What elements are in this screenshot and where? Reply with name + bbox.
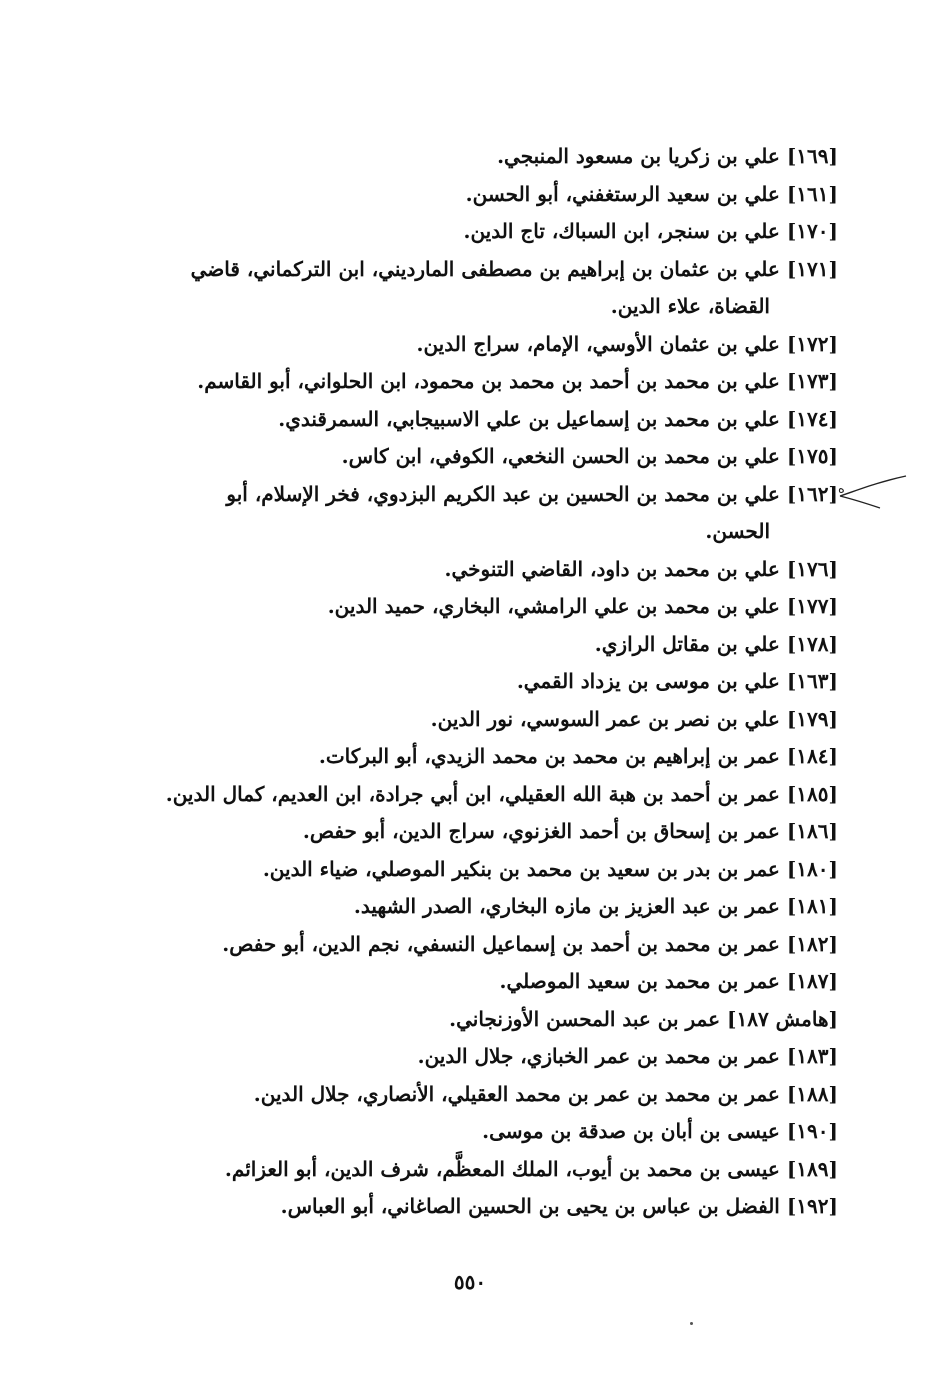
entry-text: علي بن نصر بن عمر السوسي، نور الدين. xyxy=(430,706,787,731)
entry-number: [١٦١] xyxy=(786,181,838,206)
entry-text: علي بن محمد بن إسماعيل بن علي الاسبيجابي، السمرقندي. xyxy=(278,406,787,431)
entry-text: علي بن محمد بن الحسن النخعي، الكوفي، ابن كاس. xyxy=(341,444,787,468)
entry-number: [١٧٤] xyxy=(786,406,838,431)
index-entry xyxy=(100,1038,838,1076)
entry-number: [١٧٨] xyxy=(786,631,838,656)
index-entry xyxy=(100,813,838,851)
index-entry xyxy=(100,176,838,214)
entry-text: علي بن مقاتل الرازي. xyxy=(594,631,787,656)
entry-number: [١٧٧] xyxy=(786,594,838,618)
entry-number: [١٨٨] xyxy=(786,1081,838,1106)
entry-number: [١٧١] xyxy=(786,256,838,281)
ink-dot xyxy=(690,1322,693,1325)
entry-number: [١٨٧] xyxy=(786,969,838,993)
entry-continuation: القضاة، علاء الدين. xyxy=(610,294,770,318)
entry-text: علي بن سنجر، ابن السباك، تاج الدين. xyxy=(463,219,787,243)
margin-note: ه xyxy=(838,482,845,497)
entry-text: علي بن محمد بن داود، القاضي التنوخي. xyxy=(444,556,787,581)
entry-text: عيسى بن محمد بن أيوب، الملك المعظَّم، شرف الدين، أبو العزائم. xyxy=(224,1156,787,1181)
entry-number: [١٧٣] xyxy=(786,369,838,393)
entry-number: [١٨٤] xyxy=(786,744,838,768)
index-entry xyxy=(100,326,838,364)
entry-number: [١٧٥] xyxy=(786,444,838,468)
entry-text: علي بن عثمان بن إبراهيم بن مصطفى المارديني، ابن التركماني، قاضي xyxy=(190,256,787,281)
entry-text: عمر بن عبد المحسن الأوزنجاني. xyxy=(449,1006,728,1031)
index-entry xyxy=(100,1188,838,1226)
index-entry xyxy=(100,776,838,814)
entry-text: علي بن سعيد الرستغفني، أبو الحسن. xyxy=(465,181,787,206)
entry-text: عمر بن إبراهيم بن محمد بن محمد الزيدي، أبو البركات. xyxy=(318,744,787,768)
entry-number: [١٨١] xyxy=(786,894,838,918)
entry-number: [١٧٠] xyxy=(786,219,838,243)
index-entry xyxy=(100,213,838,251)
entry-text: الفضل بن عباس بن يحيى بن الحسين الصاغاني، أبو العباس. xyxy=(280,1194,787,1218)
entry-text: عمر بن محمد بن عمر بن محمد العقيلي، الأنصاري، جلال الدين. xyxy=(253,1081,787,1106)
index-entry xyxy=(100,851,838,889)
index-entry xyxy=(100,251,838,326)
entry-number: [١٩٢] xyxy=(786,1194,838,1218)
index-entry xyxy=(100,738,838,776)
entry-continuation: الحسن. xyxy=(705,519,770,543)
entry-text: علي بن عثمان الأوسي، الإمام، سراج الدين. xyxy=(416,331,787,356)
index-entry xyxy=(100,926,838,964)
entry-number: [١٨٦] xyxy=(786,819,838,843)
index-entry xyxy=(100,701,838,739)
entry-number: [١٨٩] xyxy=(786,1156,838,1181)
entry-number: [١٧٩] xyxy=(786,706,838,731)
entry-number: [١٨٠] xyxy=(786,856,838,881)
entry-text: علي بن محمد بن الحسين بن عبد الكريم البزدوي، فخر الإسلام، أبو xyxy=(226,481,787,506)
entry-text: علي بن محمد بن أحمد بن محمد بن محمود، ابن الحلواني، أبو القاسم. xyxy=(197,369,787,393)
index-entries-list xyxy=(100,138,838,1226)
index-entry xyxy=(100,963,838,1001)
page-number: ٥٥٠ xyxy=(453,1270,487,1294)
index-entry xyxy=(100,1151,838,1189)
index-entry xyxy=(100,401,838,439)
entry-text: علي بن زكريا بن مسعود المنبجي. xyxy=(497,144,787,168)
entry-text: علي بن محمد بن علي الرامشي، البخاري، حميد الدين. xyxy=(327,594,787,618)
entry-number: [١٦٩] xyxy=(786,144,838,168)
entry-number: [هامش ١٨٧] xyxy=(727,1006,838,1031)
index-entry xyxy=(100,1113,838,1151)
entry-number: [١٨٢] xyxy=(786,931,838,956)
entry-text: عمر بن محمد بن سعيد الموصلي. xyxy=(499,969,787,993)
index-entry xyxy=(100,476,838,551)
index-entry xyxy=(100,438,838,476)
margin-annotation-stroke xyxy=(838,470,908,520)
entry-text: عمر بن بدر بن سعيد بن محمد بن بنكير الموصلي، ضياء الدين. xyxy=(262,856,787,881)
index-entry xyxy=(100,663,838,701)
index-entry xyxy=(100,626,838,664)
entry-number: [١٩٠] xyxy=(786,1119,838,1143)
entry-number: [١٧٦] xyxy=(786,556,838,581)
entry-number: [١٧٢] xyxy=(786,331,838,356)
entry-text: عمر بن عبد العزيز بن مازه البخاري، الصدر الشهيد. xyxy=(353,894,787,918)
entry-number: [١٦٣] xyxy=(786,669,838,693)
entry-number: [١٨٣] xyxy=(786,1044,838,1068)
entry-number: [١٨٥] xyxy=(786,781,838,806)
index-entry xyxy=(100,588,838,626)
entry-text: عيسى بن أبان بن صدقة بن موسى. xyxy=(482,1119,787,1143)
index-entry xyxy=(100,888,838,926)
entry-text: عمر بن محمد بن عمر الخبازي، جلال الدين. xyxy=(417,1044,787,1068)
entry-text: علي بن موسى بن يزداد القمي. xyxy=(516,669,787,693)
index-entry xyxy=(100,551,838,589)
index-entry xyxy=(100,138,838,176)
entry-number: [١٦٢] xyxy=(786,481,838,506)
index-entry xyxy=(100,1001,838,1039)
index-entry xyxy=(100,1076,838,1114)
entry-text: عمر بن إسحاق بن أحمد الغزنوي، سراج الدين، أبو حفص. xyxy=(302,819,787,843)
index-entry xyxy=(100,363,838,401)
entry-text: عمر بن محمد بن أحمد بن إسماعيل النسفي، نجم الدين، أبو حفص. xyxy=(222,931,787,956)
entry-text: عمر بن أحمد بن هبة الله العقيلي، ابن أبي جرادة، ابن العديم، كمال الدين. xyxy=(165,781,787,806)
